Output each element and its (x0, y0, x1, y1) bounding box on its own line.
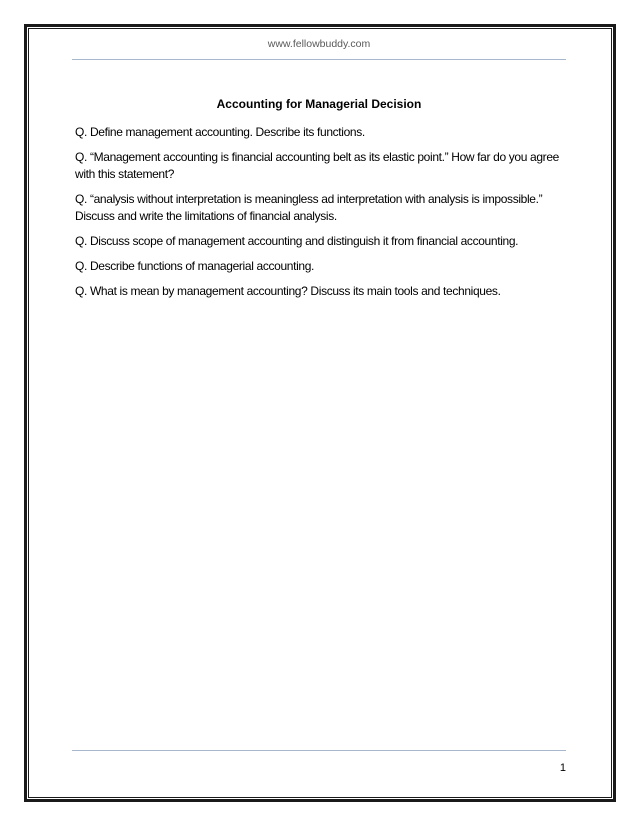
question-item: Q. Define management accounting. Describe its functions. (75, 125, 365, 139)
question-item: Q. What is mean by management accounting? Discuss its main tools and techniques. (75, 284, 501, 298)
document-title: Accounting for Managerial Decision (216, 97, 422, 111)
header-divider (72, 59, 566, 60)
question-item: Q. Discuss scope of management accounting and distinguish it from financial accounting. (75, 234, 519, 248)
question-item: Q. “analysis without interpretation is meaningless ad interpretation with analysis is impossible.” Discuss and write the limitations of financial analysis. (75, 192, 543, 223)
header-website: www.fellowbuddy.com (267, 38, 371, 50)
question-item: Q. “Management accounting is financial accounting belt as its elastic point.” How far do you agree with this statement? (75, 150, 559, 181)
question-list (75, 124, 570, 308)
footer-divider (72, 750, 566, 751)
page-number: 1 (559, 762, 566, 774)
question-item: Q. Describe functions of managerial accounting. (75, 259, 315, 273)
